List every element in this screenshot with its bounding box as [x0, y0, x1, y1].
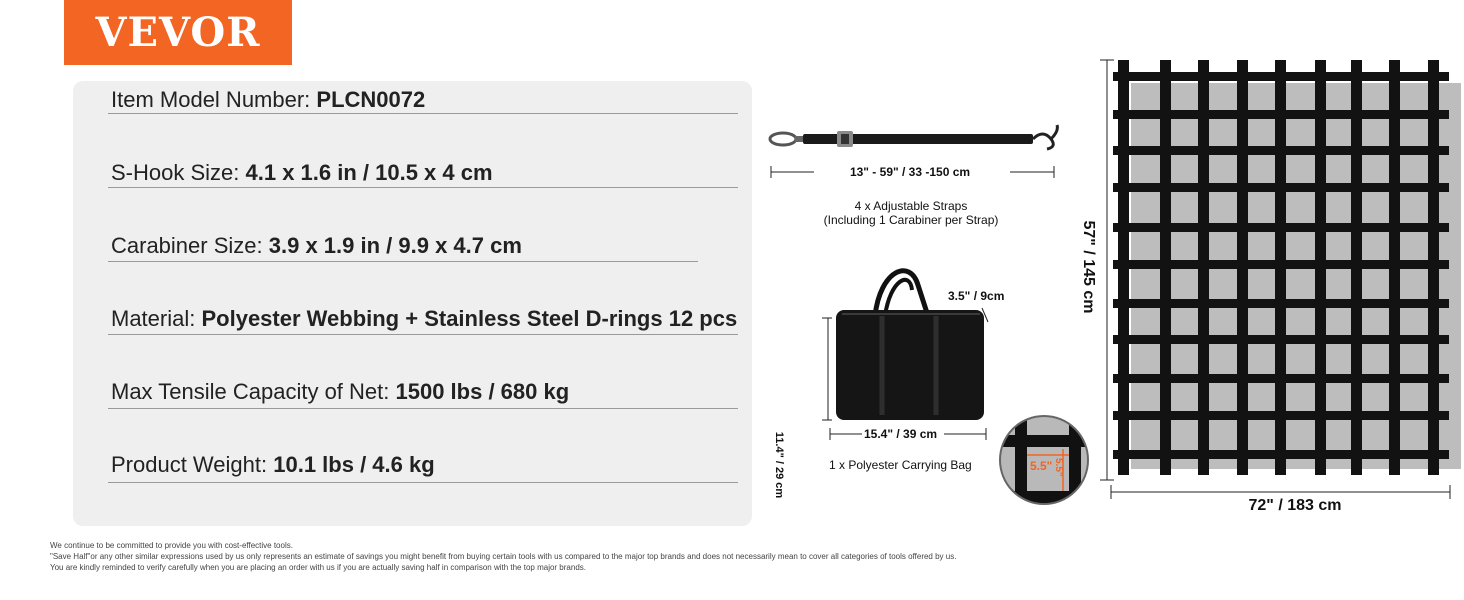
mesh-width-label: 5.5" [1030, 459, 1053, 473]
divider [108, 187, 738, 188]
divider [108, 113, 738, 114]
spec-value: 3.9 x 1.9 in / 9.9 x 4.7 cm [268, 233, 522, 258]
spec-label: Item Model Number: [111, 87, 317, 112]
spec-carabiner-size [111, 233, 522, 259]
net-horizontal-strap [1113, 183, 1449, 192]
spec-value: 10.1 lbs / 4.6 kg [273, 452, 435, 477]
disclaimer-line: "Save Half"or any other similar expressions used by us only represents an estimate of savings you might benefit from buying certain tools with us compared to the major top brands and does not necessarily mean to cover all categories of tools offered by us. [50, 552, 957, 561]
net-width-label: 72" / 183 cm [1248, 497, 1342, 514]
bag-width-label: 15.4" / 39 cm [864, 427, 938, 441]
disclaimer [50, 540, 956, 573]
spec-value: PLCN0072 [316, 87, 426, 112]
bag-height-label: 11.4" / 29 cm [773, 431, 785, 499]
strap-caption-line1: 4 x Adjustable Straps [854, 199, 968, 213]
net-height-label: 57" / 145 cm [1080, 220, 1097, 314]
logo-text: VEVOR [95, 9, 261, 56]
carrying-bag-illustration [800, 260, 1000, 445]
net-horizontal-strap [1113, 411, 1449, 420]
specs-panel [73, 81, 752, 526]
spec-label: S-Hook Size: [111, 160, 246, 185]
spec-s-hook-size [111, 160, 493, 186]
net-horizontal-strap [1113, 146, 1449, 155]
mesh-height-label: 5.5" [1053, 458, 1064, 477]
net-horizontal-strap [1113, 110, 1449, 119]
strap-caption-line2: (Including 1 Carabiner per Strap) [823, 213, 999, 227]
spec-label: Carabiner Size: [111, 233, 269, 258]
net-horizontal-strap [1113, 260, 1449, 269]
spec-material [111, 306, 737, 332]
spec-product-weight [111, 452, 435, 478]
disclaimer-line: We continue to be committed to provide you with cost-effective tools. [50, 541, 293, 550]
spec-label: Material: [111, 306, 202, 331]
spec-max-tensile [111, 379, 569, 405]
cargo-net-illustration [1095, 55, 1464, 515]
divider [108, 334, 738, 335]
bag-depth-label: 3.5" / 9cm [948, 289, 1005, 303]
net-horizontal-strap [1113, 335, 1449, 344]
strap-length-label: 13" - 59" / 33 -150 cm [849, 165, 971, 179]
spec-value: 1500 lbs / 680 kg [395, 379, 570, 404]
net-horizontal-strap [1113, 374, 1449, 383]
spec-label: Product Weight: [111, 452, 274, 477]
net-horizontal-strap [1113, 72, 1449, 81]
spec-value: 4.1 x 1.6 in / 10.5 x 4 cm [245, 160, 493, 185]
divider [108, 261, 698, 262]
spec-model-number [111, 87, 425, 113]
bag-caption: 1 x Polyester Carrying Bag [829, 458, 972, 472]
spec-value: Polyester Webbing + Stainless Steel D-rings 12 pcs [201, 306, 738, 331]
disclaimer-line: You are kindly reminded to verify carefully when you are placing an order with us if you are actually saving half in comparison with the top major brands. [50, 563, 586, 572]
net-horizontal-strap [1113, 299, 1449, 308]
divider [108, 408, 738, 409]
spec-label: Max Tensile Capacity of Net: [111, 379, 396, 404]
net-horizontal-strap [1113, 450, 1449, 459]
net-horizontal-strap [1113, 223, 1449, 232]
brand-logo [64, 0, 292, 65]
divider [108, 482, 738, 483]
